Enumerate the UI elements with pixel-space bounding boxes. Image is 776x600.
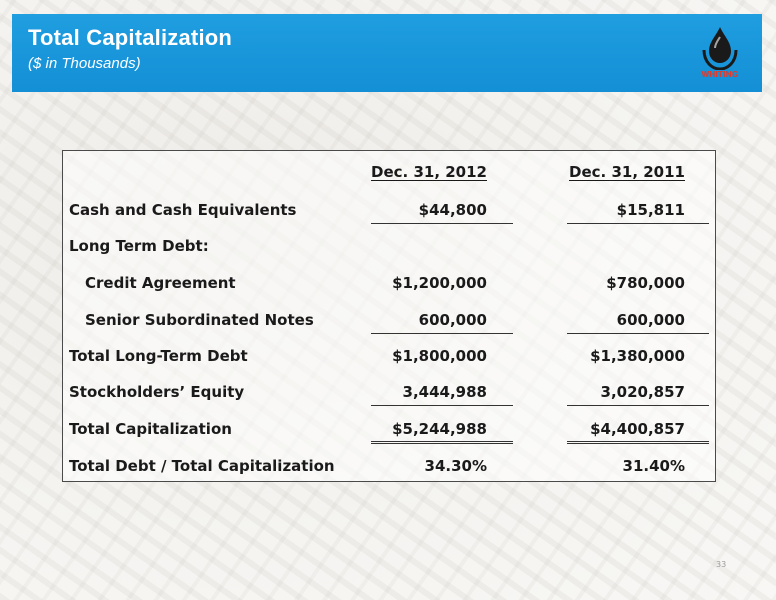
row-label-long-term-debt: Long Term Debt: [69,237,209,255]
divider-line [371,333,513,334]
cell-2012-senior-notes: 600,000 [418,311,487,329]
column-header-2011: Dec. 31, 2011 [569,163,685,181]
capitalization-table [62,150,716,482]
cell-2012-credit-agreement: $1,200,000 [392,274,487,292]
cell-2011-senior-notes: 600,000 [616,311,685,329]
cell-2011-credit-agreement: $780,000 [606,274,685,292]
company-logo [692,24,748,88]
row-label-total-capitalization: Total Capitalization [69,420,232,438]
page-number: 33 [716,560,727,569]
row-label-cash: Cash and Cash Equivalents [69,201,297,219]
divider-line [567,405,709,406]
cell-2011-debt-ratio: 31.40% [622,457,685,475]
cell-2012-cash: $44,800 [418,201,487,219]
double-divider-line [371,441,513,444]
row-label-stockholders-equity: Stockholders’ Equity [69,383,245,401]
cell-2011-total-long-term-debt: $1,380,000 [590,347,685,365]
divider-line [371,405,513,406]
divider-line [567,333,709,334]
cell-2012-total-capitalization: $5,244,988 [392,420,487,438]
logo-wordmark: WHITING [701,70,739,79]
oil-drop-icon [692,24,748,70]
header-bar [12,14,762,92]
slide-title: Total Capitalization [28,25,233,50]
row-label-debt-ratio: Total Debt / Total Capitalization [69,457,335,475]
slide-subtitle: ($ in Thousands) [28,55,141,72]
cell-2012-total-long-term-debt: $1,800,000 [392,347,487,365]
row-label-credit-agreement: Credit Agreement [85,274,236,292]
row-label-senior-notes: Senior Subordinated Notes [85,311,314,329]
column-header-2012: Dec. 31, 2012 [371,163,487,181]
row-label-total-long-term-debt: Total Long-Term Debt [69,347,248,365]
cell-2012-stockholders-equity: 3,444,988 [402,383,487,401]
double-divider-line [567,441,709,444]
cell-2011-cash: $15,811 [616,201,685,219]
cell-2011-total-capitalization: $4,400,857 [590,420,685,438]
cell-2011-stockholders-equity: 3,020,857 [600,383,685,401]
cell-2012-debt-ratio: 34.30% [424,457,487,475]
divider-line [567,223,709,224]
divider-line [371,223,513,224]
